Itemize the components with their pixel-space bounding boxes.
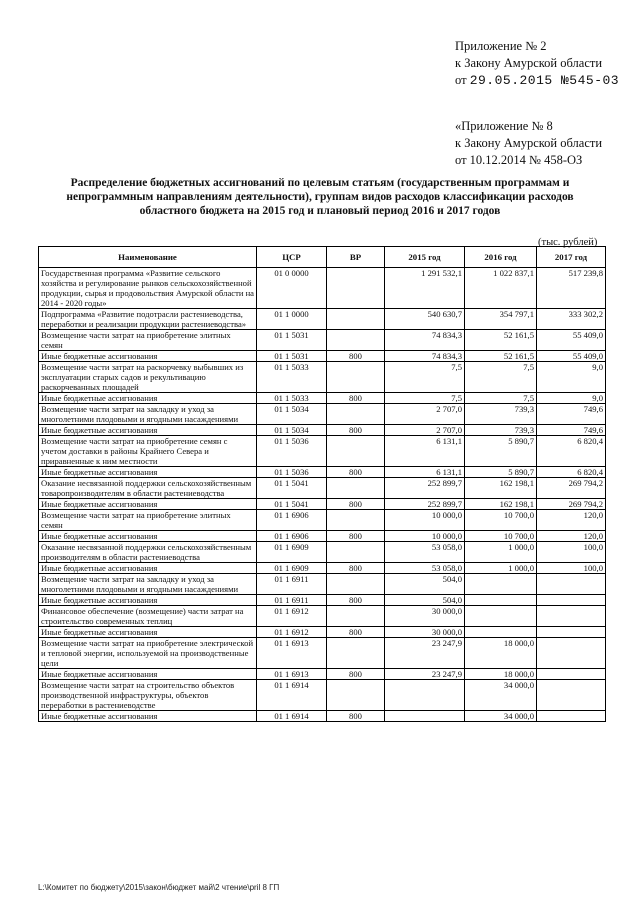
cell-2015: 252 899,7 xyxy=(385,499,465,510)
cell-name: Финансовое обеспечение (возмещение) части затрат на строительство современных теплиц xyxy=(39,606,257,627)
cell-csr: 01 1 6913 xyxy=(257,638,327,669)
appendix-8-law: к Закону Амурской области xyxy=(455,136,603,150)
table-row xyxy=(39,330,606,351)
cell-2016: 354 797,1 xyxy=(465,309,537,330)
cell-2015 xyxy=(385,680,465,711)
cell-vr xyxy=(327,542,385,563)
document-title: Распределение бюджетных ассигнований по целевым статьям (государственным программам и непрограммным направлениям деятельности), группам видов расходов классификации расходов областного бюджета на 2015 год и плановый период 2016 и 2017 годов xyxy=(66,177,574,217)
cell-vr: 800 xyxy=(327,595,385,606)
cell-vr xyxy=(327,478,385,499)
cell-2015: 30 000,0 xyxy=(385,606,465,627)
table-header-row xyxy=(39,247,606,268)
cell-2015: 23 247,9 xyxy=(385,638,465,669)
cell-vr: 800 xyxy=(327,711,385,722)
cell-2016: 162 198,1 xyxy=(465,478,537,499)
cell-csr: 01 1 0000 xyxy=(257,309,327,330)
cell-vr xyxy=(327,268,385,309)
cell-csr: 01 1 6912 xyxy=(257,627,327,638)
cell-2017: 9,0 xyxy=(537,362,606,393)
cell-2017: 517 239,8 xyxy=(537,268,606,309)
cell-csr: 01 1 6911 xyxy=(257,574,327,595)
cell-vr xyxy=(327,309,385,330)
header-csr: ЦСР xyxy=(257,247,327,268)
cell-csr: 01 0 0000 xyxy=(257,268,327,309)
table-row xyxy=(39,478,606,499)
cell-csr: 01 1 5041 xyxy=(257,478,327,499)
cell-vr xyxy=(327,404,385,425)
cell-2016: 52 161,5 xyxy=(465,330,537,351)
header-2016: 2016 год xyxy=(465,247,537,268)
table-row xyxy=(39,638,606,669)
cell-csr: 01 1 5031 xyxy=(257,330,327,351)
cell-2016 xyxy=(465,627,537,638)
cell-2015: 6 131,1 xyxy=(385,436,465,467)
cell-vr xyxy=(327,574,385,595)
cell-2017: 6 820,4 xyxy=(537,467,606,478)
cell-csr: 01 1 5036 xyxy=(257,436,327,467)
cell-name: Иные бюджетные ассигнования xyxy=(39,425,257,436)
cell-2017: 749,6 xyxy=(537,425,606,436)
cell-2017: 9,0 xyxy=(537,393,606,404)
cell-2016: 1 000,0 xyxy=(465,542,537,563)
cell-2017 xyxy=(537,595,606,606)
cell-2017: 100,0 xyxy=(537,542,606,563)
cell-vr: 800 xyxy=(327,425,385,436)
cell-2017 xyxy=(537,574,606,595)
cell-2016: 10 700,0 xyxy=(465,531,537,542)
table-row xyxy=(39,309,606,330)
cell-csr: 01 1 6914 xyxy=(257,680,327,711)
table-row xyxy=(39,467,606,478)
cell-csr: 01 1 5033 xyxy=(257,362,327,393)
cell-csr: 01 1 5031 xyxy=(257,351,327,362)
table-row xyxy=(39,595,606,606)
cell-name: Государственная программа «Развитие сельского хозяйства и регулирование рынков сельскохозяйственной продукции, сырья и продовольствия Амурской области на 2014 - 2020 годы» xyxy=(39,268,257,309)
cell-csr: 01 1 5033 xyxy=(257,393,327,404)
cell-2015: 540 630,7 xyxy=(385,309,465,330)
table-row xyxy=(39,351,606,362)
header-name: Наименование xyxy=(39,247,257,268)
cell-name: Иные бюджетные ассигнования xyxy=(39,531,257,542)
appendix-8-date: от 10.12.2014 № 458-ОЗ xyxy=(455,153,583,167)
cell-2015: 504,0 xyxy=(385,595,465,606)
cell-name: Оказание несвязанной поддержки сельскохозяйственным товаропроизводителям в области растениеводства xyxy=(39,478,257,499)
cell-vr xyxy=(327,606,385,627)
cell-name: Возмещение части затрат на приобретение электрической и тепловой энергии, используемой на производственные цели xyxy=(39,638,257,669)
cell-2015: 7,5 xyxy=(385,362,465,393)
cell-2016: 7,5 xyxy=(465,362,537,393)
cell-2015: 504,0 xyxy=(385,574,465,595)
cell-csr: 01 1 6909 xyxy=(257,563,327,574)
table-row xyxy=(39,606,606,627)
cell-2015 xyxy=(385,711,465,722)
cell-vr xyxy=(327,362,385,393)
cell-2017 xyxy=(537,711,606,722)
appendix-8-header xyxy=(455,118,602,169)
cell-name: Оказание несвязанной поддержки сельскохозяйственным производителям в области растениеводства xyxy=(39,542,257,563)
table-row xyxy=(39,531,606,542)
cell-2017: 6 820,4 xyxy=(537,436,606,467)
cell-2016: 7,5 xyxy=(465,393,537,404)
cell-2017 xyxy=(537,638,606,669)
cell-2015: 30 000,0 xyxy=(385,627,465,638)
cell-vr xyxy=(327,680,385,711)
cell-2015: 2 707,0 xyxy=(385,425,465,436)
cell-2016 xyxy=(465,606,537,627)
cell-name: Возмещение части затрат на приобретение элитных семян xyxy=(39,330,257,351)
cell-2016: 10 700,0 xyxy=(465,510,537,531)
cell-csr: 01 1 6906 xyxy=(257,531,327,542)
file-path-footer: L:\Комитет по бюджету\2015\закон\бюджет май\2 чтение\pril 8 ГП xyxy=(38,883,280,892)
cell-csr: 01 1 6911 xyxy=(257,595,327,606)
cell-vr xyxy=(327,436,385,467)
cell-2017: 55 409,0 xyxy=(537,330,606,351)
cell-2016: 18 000,0 xyxy=(465,669,537,680)
cell-vr: 800 xyxy=(327,351,385,362)
appendix-2-title: Приложение № 2 xyxy=(455,39,547,53)
cell-2016: 739,3 xyxy=(465,425,537,436)
cell-2017: 333 302,2 xyxy=(537,309,606,330)
cell-vr xyxy=(327,330,385,351)
cell-2015: 74 834,3 xyxy=(385,330,465,351)
cell-2016: 52 161,5 xyxy=(465,351,537,362)
cell-vr: 800 xyxy=(327,499,385,510)
cell-csr: 01 1 5036 xyxy=(257,467,327,478)
cell-2015: 10 000,0 xyxy=(385,510,465,531)
appendix-2-header xyxy=(455,38,619,89)
cell-2015: 2 707,0 xyxy=(385,404,465,425)
cell-2017: 120,0 xyxy=(537,531,606,542)
header-2015: 2015 год xyxy=(385,247,465,268)
cell-name: Иные бюджетные ассигнования xyxy=(39,711,257,722)
cell-name: Иные бюджетные ассигнования xyxy=(39,467,257,478)
header-vr: ВР xyxy=(327,247,385,268)
units-label: (тыс. рублей) xyxy=(538,237,598,248)
cell-2016: 739,3 xyxy=(465,404,537,425)
cell-name: Иные бюджетные ассигнования xyxy=(39,351,257,362)
cell-2017: 749,6 xyxy=(537,404,606,425)
cell-2016: 34 000,0 xyxy=(465,680,537,711)
cell-csr: 01 1 6913 xyxy=(257,669,327,680)
cell-name: Иные бюджетные ассигнования xyxy=(39,563,257,574)
cell-2016: 34 000,0 xyxy=(465,711,537,722)
cell-vr: 800 xyxy=(327,393,385,404)
table-row xyxy=(39,627,606,638)
cell-name: Иные бюджетные ассигнования xyxy=(39,499,257,510)
cell-2017: 269 794,2 xyxy=(537,478,606,499)
cell-name: Иные бюджетные ассигнования xyxy=(39,393,257,404)
cell-name: Возмещение части затрат на приобретение элитных семян xyxy=(39,510,257,531)
cell-2015: 10 000,0 xyxy=(385,531,465,542)
table-row xyxy=(39,362,606,393)
cell-csr: 01 1 5034 xyxy=(257,425,327,436)
cell-csr: 01 1 6912 xyxy=(257,606,327,627)
cell-2017 xyxy=(537,627,606,638)
table-row xyxy=(39,436,606,467)
cell-2017 xyxy=(537,669,606,680)
cell-vr: 800 xyxy=(327,669,385,680)
cell-name: Возмещение части затрат на закладку и уход за многолетними плодовыми и ягодными насаждениями xyxy=(39,574,257,595)
cell-vr xyxy=(327,510,385,531)
cell-2015: 23 247,9 xyxy=(385,669,465,680)
cell-csr: 01 1 5041 xyxy=(257,499,327,510)
cell-name: Иные бюджетные ассигнования xyxy=(39,595,257,606)
cell-csr: 01 1 6906 xyxy=(257,510,327,531)
budget-table xyxy=(38,246,606,722)
cell-2015: 53 058,0 xyxy=(385,542,465,563)
cell-csr: 01 1 6909 xyxy=(257,542,327,563)
cell-2015: 1 291 532,1 xyxy=(385,268,465,309)
table-row xyxy=(39,393,606,404)
cell-2015: 7,5 xyxy=(385,393,465,404)
cell-2017: 55 409,0 xyxy=(537,351,606,362)
cell-2016: 1 022 837,1 xyxy=(465,268,537,309)
table-row xyxy=(39,404,606,425)
appendix-2-date-prefix: от xyxy=(455,73,467,87)
appendix-2-law: к Закону Амурской области xyxy=(455,56,603,70)
cell-2017 xyxy=(537,606,606,627)
cell-2016: 18 000,0 xyxy=(465,638,537,669)
cell-name: Возмещение части затрат на строительство объектов производственной инфраструктуры, объектов переработки в растениеводстве xyxy=(39,680,257,711)
cell-vr: 800 xyxy=(327,467,385,478)
cell-2015: 6 131,1 xyxy=(385,467,465,478)
cell-2015: 252 899,7 xyxy=(385,478,465,499)
cell-2017: 100,0 xyxy=(537,563,606,574)
cell-2017 xyxy=(537,680,606,711)
table-row xyxy=(39,711,606,722)
cell-name: Иные бюджетные ассигнования xyxy=(39,627,257,638)
cell-2016 xyxy=(465,574,537,595)
cell-vr xyxy=(327,638,385,669)
cell-vr: 800 xyxy=(327,627,385,638)
cell-vr: 800 xyxy=(327,563,385,574)
table-row xyxy=(39,669,606,680)
table-body xyxy=(39,268,606,722)
table-row xyxy=(39,425,606,436)
cell-2016: 1 000,0 xyxy=(465,563,537,574)
table-row xyxy=(39,510,606,531)
cell-name: Возмещение части затрат на раскорчевку выбывших из эксплуатации старых садов и рекультивацию раскорчеванных площадей xyxy=(39,362,257,393)
cell-2015: 53 058,0 xyxy=(385,563,465,574)
table-row xyxy=(39,680,606,711)
cell-csr: 01 1 6914 xyxy=(257,711,327,722)
cell-2015: 74 834,3 xyxy=(385,351,465,362)
cell-csr: 01 1 5034 xyxy=(257,404,327,425)
appendix-8-title: «Приложение № 8 xyxy=(455,119,553,133)
cell-name: Иные бюджетные ассигнования xyxy=(39,669,257,680)
table-row xyxy=(39,563,606,574)
cell-2016 xyxy=(465,595,537,606)
appendix-2-date-line xyxy=(455,72,619,89)
cell-name: Возмещение части затрат на закладку и уход за многолетними плодовыми и ягодными насаждениями xyxy=(39,404,257,425)
cell-2016: 5 890,7 xyxy=(465,436,537,467)
table-row xyxy=(39,574,606,595)
cell-name: Возмещение части затрат на приобретение семян с учетом доставки в районы Крайнего Севера и приравненные к ним местности xyxy=(39,436,257,467)
cell-vr: 800 xyxy=(327,531,385,542)
table-row xyxy=(39,268,606,309)
cell-name: Подпрограмма «Развитие подотрасли растениеводства, переработки и реализации продукции растениеводства» xyxy=(39,309,257,330)
cell-2017: 269 794,2 xyxy=(537,499,606,510)
cell-2016: 162 198,1 xyxy=(465,499,537,510)
table-row xyxy=(39,542,606,563)
header-2017: 2017 год xyxy=(537,247,606,268)
appendix-2-date-stamp: 29.05.2015 №545-03 xyxy=(469,73,620,88)
cell-2017: 120,0 xyxy=(537,510,606,531)
cell-2016: 5 890,7 xyxy=(465,467,537,478)
table-row xyxy=(39,499,606,510)
